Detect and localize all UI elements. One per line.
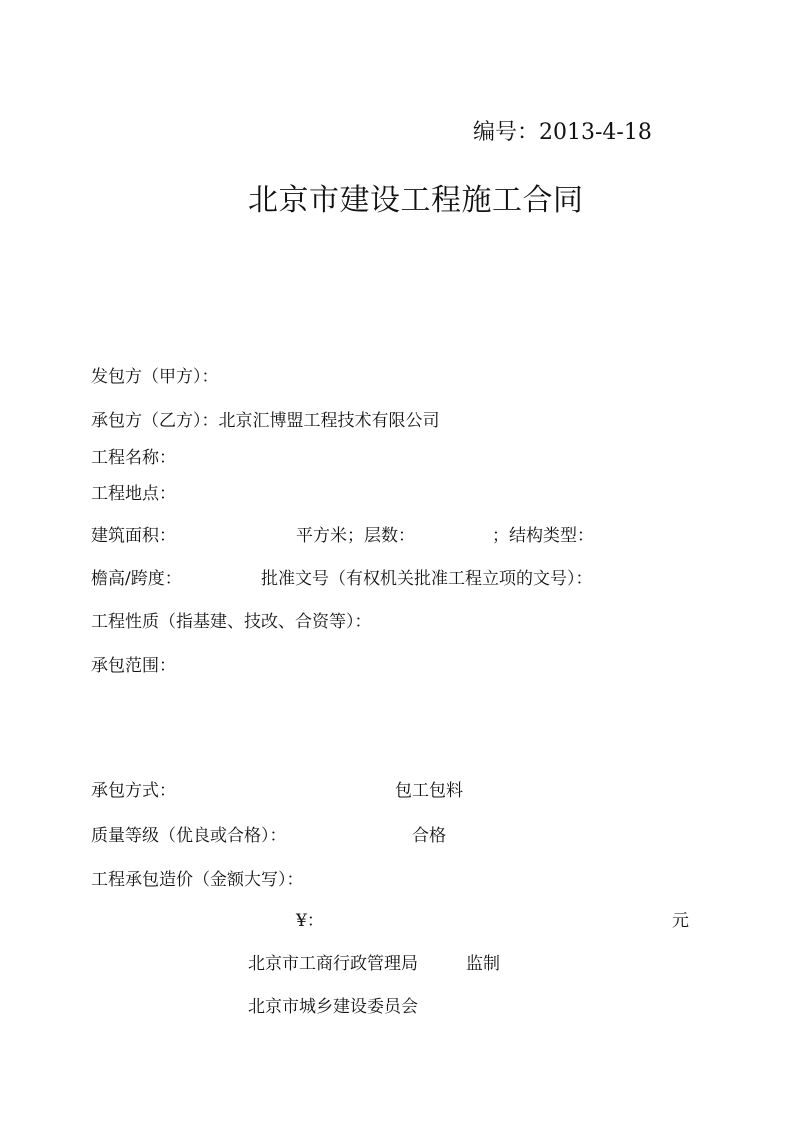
- project-nature-label: 工程性质（指基建、技改、合资等）：: [91, 612, 372, 632]
- quality-grade-value: 合格: [412, 826, 446, 846]
- employer-label: 发包方（甲方）：: [91, 367, 219, 387]
- contract-method-value: 包工包料: [395, 781, 463, 801]
- supervisor-2: 北京市城乡建设委员会: [248, 997, 418, 1017]
- structure-type-label: ；结构类型：: [492, 526, 594, 546]
- contract-number: 编号：2013-4-18: [473, 120, 652, 145]
- project-location-label: 工程地点：: [91, 484, 176, 504]
- contract-scope-label: 承包范围：: [91, 656, 176, 676]
- quality-grade-label: 质量等级（优良或合格）：: [91, 826, 287, 846]
- supervisor-1: 北京市工商行政管理局: [248, 954, 418, 974]
- contract-price-label: 工程承包造价（金额大写）：: [91, 870, 304, 890]
- contractor-line: 承包方（乙方）：北京汇博盟工程技术有限公司: [91, 411, 440, 431]
- contract-method-label: 承包方式：: [91, 781, 176, 801]
- area-unit-floors-label: 平方米；层数：: [296, 526, 415, 546]
- currency-unit: 元: [672, 911, 689, 931]
- approval-doc-no-label: 批准文号（有权机关批准工程立项的文号）：: [261, 569, 593, 589]
- eave-height-span-label: 檐高/跨度：: [91, 569, 182, 589]
- document-title: 北京市建设工程施工合同: [248, 183, 584, 218]
- currency-symbol: ¥：: [296, 911, 324, 931]
- floor-area-label: 建筑面积：: [91, 526, 176, 546]
- supervision-label: 监制: [466, 954, 500, 974]
- project-name-label: 工程名称：: [91, 448, 176, 468]
